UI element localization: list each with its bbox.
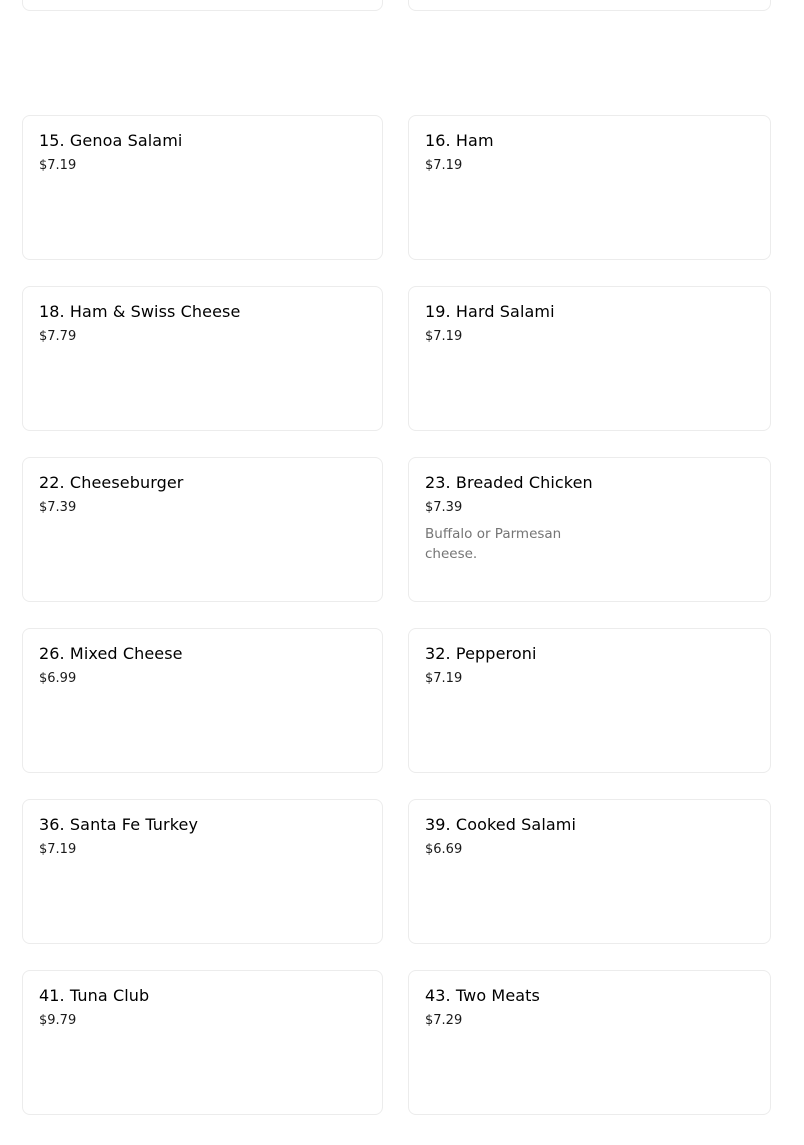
menu-item-price: $7.19 [425, 329, 463, 344]
menu-item-card[interactable] [22, 457, 383, 602]
menu-item-price: $6.69 [425, 842, 463, 857]
menu-item-price: $7.19 [425, 671, 463, 686]
menu-item-price: $7.79 [39, 329, 77, 344]
menu-item-card[interactable] [22, 628, 383, 773]
menu-item-title: 16. Ham [425, 131, 494, 150]
menu-item-price: $6.99 [39, 671, 77, 686]
menu-item-title: 32. Pepperoni [425, 644, 537, 663]
menu-item-price: $7.39 [425, 500, 463, 515]
menu-item-card[interactable] [408, 0, 771, 11]
menu-item-price: $7.29 [425, 1013, 463, 1028]
menu-item-card[interactable] [408, 970, 771, 1115]
menu-item-card[interactable] [22, 286, 383, 431]
menu-item-title: 22. Cheeseburger [39, 473, 184, 492]
menu-item-title: 41. Tuna Club [39, 986, 150, 1005]
menu-item-title: 26. Mixed Cheese [39, 644, 183, 663]
menu-item-title: 43. Two Meats [425, 986, 540, 1005]
menu-item-price: $7.39 [39, 500, 77, 515]
menu-item-price: $7.19 [39, 158, 77, 173]
menu-item-card[interactable] [408, 799, 771, 944]
menu-item-title: 23. Breaded Chicken [425, 473, 593, 492]
menu-item-card[interactable] [22, 970, 383, 1115]
menu-item-card[interactable] [408, 286, 771, 431]
menu-item-title: 19. Hard Salami [425, 302, 555, 321]
menu-item-price: $7.19 [425, 158, 463, 173]
menu-item-card[interactable] [408, 457, 771, 602]
menu-item-card[interactable] [22, 799, 383, 944]
menu-item-card[interactable] [22, 0, 383, 11]
menu-item-price: $9.79 [39, 1013, 77, 1028]
menu-item-card[interactable] [22, 115, 383, 260]
menu-item-card[interactable] [408, 115, 771, 260]
menu-item-card[interactable] [408, 628, 771, 773]
menu-item-price: $7.19 [39, 842, 77, 857]
menu-item-title: 36. Santa Fe Turkey [39, 815, 199, 834]
menu-item-description: Buffalo or Parmesan cheese. [425, 526, 562, 562]
menu-item-title: 18. Ham & Swiss Cheese [39, 302, 241, 321]
menu-item-title: 39. Cooked Salami [425, 815, 577, 834]
menu-item-title: 15. Genoa Salami [39, 131, 183, 150]
